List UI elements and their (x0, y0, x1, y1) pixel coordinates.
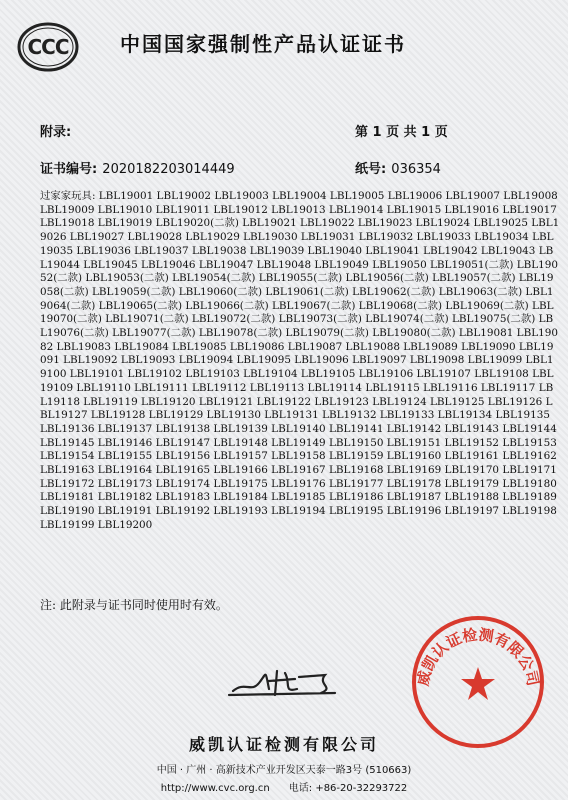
ccc-logo-icon (17, 22, 79, 72)
paper-number-row (355, 158, 441, 177)
paper-number: 036354 (391, 162, 441, 177)
seal-text: 威凯认证检测有限公司 (413, 625, 543, 688)
page-info: 第 1 页 共 1 页 (355, 125, 448, 140)
model-list: 过家家玩具: LBL19001 LBL19002 LBL19003 LBL19004 LBL19005 LBL19006 LBL19007 LBL19008 LBL19009 LBL19010 LBL19011 LBL19012 LBL19013 LBL19014 LBL19015 LBL19016 LBL19017 LBL19018 LBL19019 LBL19020(二款) LBL19021 LBL19022 LBL19023 LBL19024 LBL19025 LBL19026 LBL19027 LBL19028 LBL19029 LBL19030 LBL19031 LBL19032 LBL19033 LBL19034 LBL19035 LBL19036 LBL19037 LBL19038 LBL19039 LBL19040 LBL19041 LBL19042 LBL19043 LBL19044 LBL19045 LBL19046 LBL19047 LBL19048 LBL19049 LBL19050 LBL19051(二款) LBL19052(二款) LBL19053(二款) LBL19054(二款) LBL19055(二款) LBL19056(二款) LBL19057(二款) LBL19058(二款) LBL19059(二款) LBL19060(二款) LBL19061(二款) LBL19062(二款) LBL19063(二款) LBL19064(二款) LBL19065(二款) LBL19066(二款) LBL19067(二款) LBL19068(二款) LBL19069(二款) LBL19070(二款) LBL19071(二款) LBL19072(二款) LBL19073(二款) LBL19074(二款) LBL19075(二款) LBL19076(二款) LBL19077(二款) LBL19078(二款) LBL19079(二款) LBL19080(二款) LBL19081 LBL19082 LBL19083 LBL19084 LBL19085 LBL19086 LBL19087 LBL19088 LBL19089 LBL19090 LBL19091 LBL19092 LBL19093 LBL19094 LBL19095 LBL19096 LBL19097 LBL19098 LBL19099 LBL19100 LBL19101 LBL19102 LBL19103 LBL19104 LBL19105 LBL19106 LBL19107 LBL19108 LBL19109 LBL19110 LBL19111 LBL19112 LBL19113 LBL19114 LBL19115 LBL19116 LBL19117 LBL19118 LBL19119 LBL19120 LBL19121 LBL19122 LBL19123 LBL19124 LBL19125 LBL19126 LBL19127 LBL19128 LBL19129 LBL19130 LBL19131 LBL19132 LBL19133 LBL19134 LBL19135 LBL19136 LBL19137 LBL19138 LBL19139 LBL19140 LBL19141 LBL19142 LBL19143 LBL19144 LBL19145 LBL19146 LBL19147 LBL19148 LBL19149 LBL19150 LBL19151 LBL19152 LBL19153 LBL19154 LBL19155 LBL19156 LBL19157 LBL19158 LBL19159 LBL19160 LBL19161 LBL19162 LBL19163 LBL19164 LBL19165 LBL19166 LBL19167 LBL19168 LBL19169 LBL19170 LBL19171 LBL19172 LBL19173 LBL19174 LBL19175 LBL19176 LBL19177 LBL19178 LBL19179 LBL19180 LBL19181 LBL19182 LBL19183 LBL19184 LBL19185 LBL19186 LBL19187 LBL19188 LBL19189 LBL19190 LBL19191 LBL19192 LBL19193 LBL19194 LBL19195 LBL19196 LBL19197 LBL19198 LBL19199 LBL19200 (40, 190, 560, 531)
certificate-title: 中国国家强制性产品认证证书 (120, 32, 406, 56)
company-phone: 电话: +86-20-32293722 (288, 783, 408, 794)
paper-label: 纸号: (355, 162, 387, 177)
cert-number: 2020182203014449 (102, 162, 235, 177)
contact-row (0, 779, 568, 794)
company-seal-icon (408, 612, 548, 752)
company-address: 中国 · 广州 · 高新技术产业开发区天泰一路3号 (510663) (156, 765, 412, 776)
cert-label: 证书编号: (40, 162, 98, 177)
company-website: http://www.cvc.org.cn (160, 783, 270, 794)
annex-note: 注: 此附录与证书同时使用时有效。 (40, 598, 228, 612)
signature-icon (225, 663, 345, 703)
company-name: 威凯认证检测有限公司 (188, 735, 379, 754)
cert-number-row (40, 158, 235, 177)
logo-text: CCC (27, 35, 69, 59)
annex-label: 附录: (40, 125, 72, 140)
